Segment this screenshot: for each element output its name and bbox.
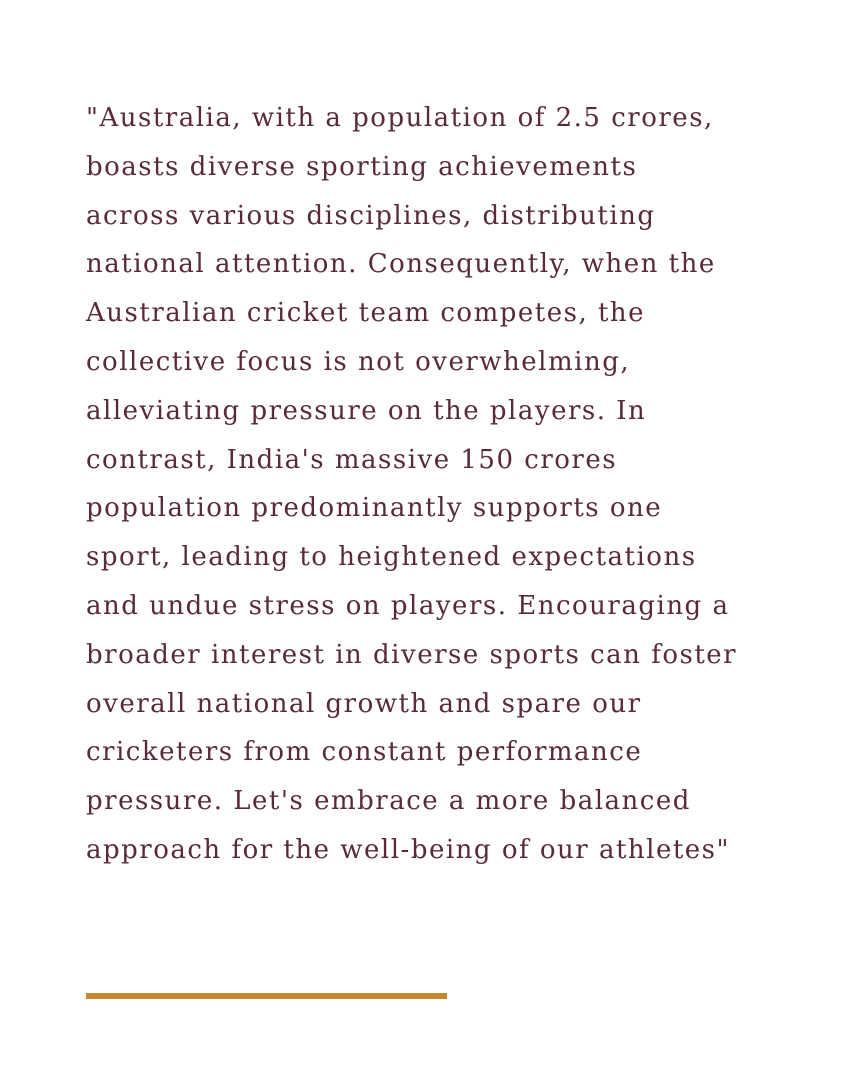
quote-line: approach for the well-being of our athletes" <box>86 834 730 865</box>
quote-line: alleviating pressure on the players. In <box>86 395 647 426</box>
quote-line: overall national growth and spare our <box>86 688 642 719</box>
quote-line: and undue stress on players. Encouraging a <box>86 590 730 621</box>
quote-line: contrast, India's massive 150 crores <box>86 444 618 475</box>
quote-line: sport, leading to heightened expectations <box>86 542 697 573</box>
quote-line: broader interest in diverse sports can foster <box>86 639 738 670</box>
quote-line: cricketers from constant performance <box>86 737 643 768</box>
quote-text <box>86 94 786 875</box>
quote-line: pressure. Let's embrace a more balanced <box>86 786 691 817</box>
quote-line: boasts diverse sporting achievements <box>86 151 638 182</box>
quote-line: population predominantly supports one <box>86 493 663 524</box>
quote-line: across various disciplines, distributing <box>86 200 656 231</box>
quote-line: national attention. Consequently, when the <box>86 249 716 280</box>
accent-divider <box>86 993 447 999</box>
quote-line: collective focus is not overwhelming, <box>86 346 631 377</box>
quote-line: "Australia, with a population of 2.5 crores, <box>86 103 714 133</box>
quote-line: Australian cricket team competes, the <box>86 298 646 329</box>
